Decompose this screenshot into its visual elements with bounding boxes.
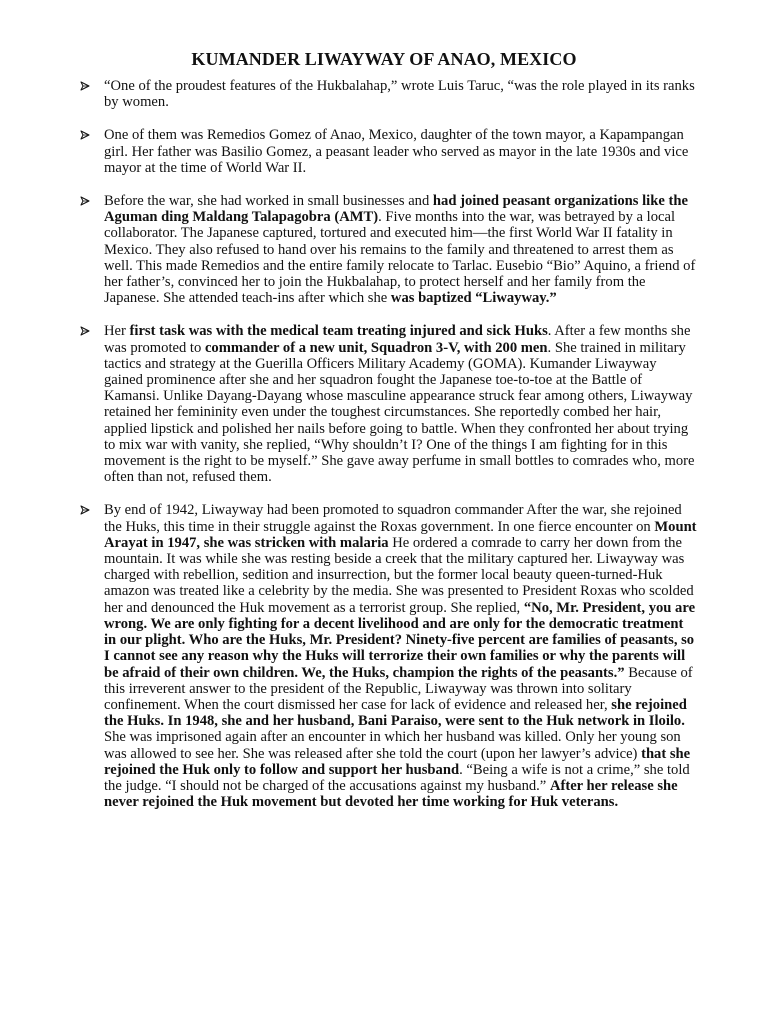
bold-text-run: After her release she never rejoined the Huk movement but devoted her time working for Huk veterans.	[104, 777, 678, 811]
bold-text-run: first task was with the medical team treating injured and sick Huks	[129, 323, 548, 340]
text-run: “One of the proudest features of the Hukbalahap,” wrote Luis Taruc, “was the role played in its ranks by women.	[104, 78, 695, 111]
arrowhead-bullet-icon	[80, 196, 90, 206]
bullet-paragraph	[80, 193, 698, 306]
text-run: One of them was Remedios Gomez of Anao, Mexico, daughter of the town mayor, a Kapampangan girl. Her father was Basilio Gomez, a peasant leader who served as mayor in the late 1930s and vice mayor at the time of World War II.	[104, 127, 689, 176]
bold-text-run: that she rejoined the Huk only to follow and support her husband	[104, 745, 691, 778]
paragraph-text	[104, 193, 695, 306]
bold-text-run: she rejoined the Huks. In 1948, she and her husband, Bani Paraiso, were sent to the Huk network in Iloilo.	[104, 696, 687, 730]
bold-text-run: “No, Mr. President, you are wrong. We are only fighting for a decent livelihood and are only for the democratic treatment in our plight. Who are the Huks, Mr. President? Ninety-five percent are families of peasants, so I cannot see any reason why the Huks will terrorize their own families or why the parents will be afraid of their own children. We, the Huks, champion the rights of the peasants.”	[104, 599, 696, 681]
text-run: . She trained in military tactics and strategy at the Guerilla Officers Military Academy (GOMA). Kumander Liwayway gained prominence after she and her squadron fought the Japanese toe-to-toe at the Battle of Kamansi. Unlike Dayang-Dayang whose masculine appearance struck fear among others, Liwayway retained her femininity even under the toughest circumstances. She reportedly combed her hair, applied lipstick and polished her nails before going to battle. When they confronted her about trying to mix war with vanity, she replied, “Why shouldn’t I? One of the things I am fighting for in this movement is the right to be myself.” She gave away perfume in small bottles to comrades who, more often than not, refused them.	[104, 339, 695, 486]
paragraph-text	[104, 127, 688, 175]
paragraph-text	[104, 78, 695, 110]
text-run: . After a few months she was promoted to	[104, 323, 691, 356]
document-title: KUMANDER LIWAYWAY OF ANAO, MEXICO	[191, 49, 577, 69]
bullet-paragraph	[80, 127, 698, 176]
paragraph-text	[104, 502, 697, 810]
paragraph-text	[104, 323, 695, 485]
bullet-paragraph	[80, 78, 698, 110]
arrowhead-bullet-icon	[80, 81, 90, 91]
arrowhead-bullet-icon	[80, 505, 90, 515]
arrowhead-bullet-icon	[80, 130, 90, 140]
text-run: He ordered a comrade to carry her down from the mountain. It was while she was resting beside a creek that the military captured her. Liwayway was charged with rebellion, sedition and insurrection, but the former local beauty queen-turned-Huk amazon was treated like a celebrity by the media. She was presented to President Roxas who scolded her and denounced the Huk movement as a terrorist group. She replied,	[104, 534, 694, 616]
bullet-paragraph	[80, 502, 698, 810]
bullet-paragraph	[80, 323, 698, 485]
text-run: Because of this irreverent answer to the president of the Republic, Liwayway was thrown into solitary confinement. When the court dismissed her case for lack of evidence and released her,	[104, 664, 693, 713]
bold-text-run: Mount Arayat in 1947, she was stricken with malaria	[104, 518, 697, 551]
text-run: . Five months into the war, was betrayed by a local collaborator. The Japanese captured, tortured and executed him—the first World War II fatality in Mexico. They also refused to hand over his remains to the family and threatened to arrest them as well. This made Remedios and the entire family relocate to Tarlac. Eusebio “Bio” Aquino, a friend of her father’s, convinced her to join the Hukbalahap, to protect herself and her family from the Japanese. She attended teach-ins after which she	[104, 209, 696, 307]
text-run: By end of 1942, Liwayway had been promoted to squadron commander After the war, she rejoined the Huks, this time in their struggle against the Roxas government. In one fierce encounter on	[104, 502, 682, 535]
text-run: Before the war, she had worked in small businesses and	[104, 193, 433, 210]
text-run: She was imprisoned again after an encounter in which her husband was killed. Only her young son was allowed to see her. She was released after she told the court (upon her lawyer’s advice)	[104, 729, 681, 762]
bullet-list	[80, 78, 698, 827]
arrowhead-bullet-icon	[80, 326, 90, 336]
bold-text-run: commander of a new unit, Squadron 3-V, with 200 men	[204, 339, 548, 356]
bold-text-run: had joined peasant organizations like the Aguman ding Maldang Talapagobra (AMT)	[104, 193, 688, 226]
bold-text-run: was baptized “Liwayway.”	[390, 290, 557, 307]
text-run: . “Being a wife is not a crime,” she told the judge. “I should not be charged of the accusations against my husband.”	[104, 761, 690, 794]
text-run: Her	[104, 323, 130, 340]
